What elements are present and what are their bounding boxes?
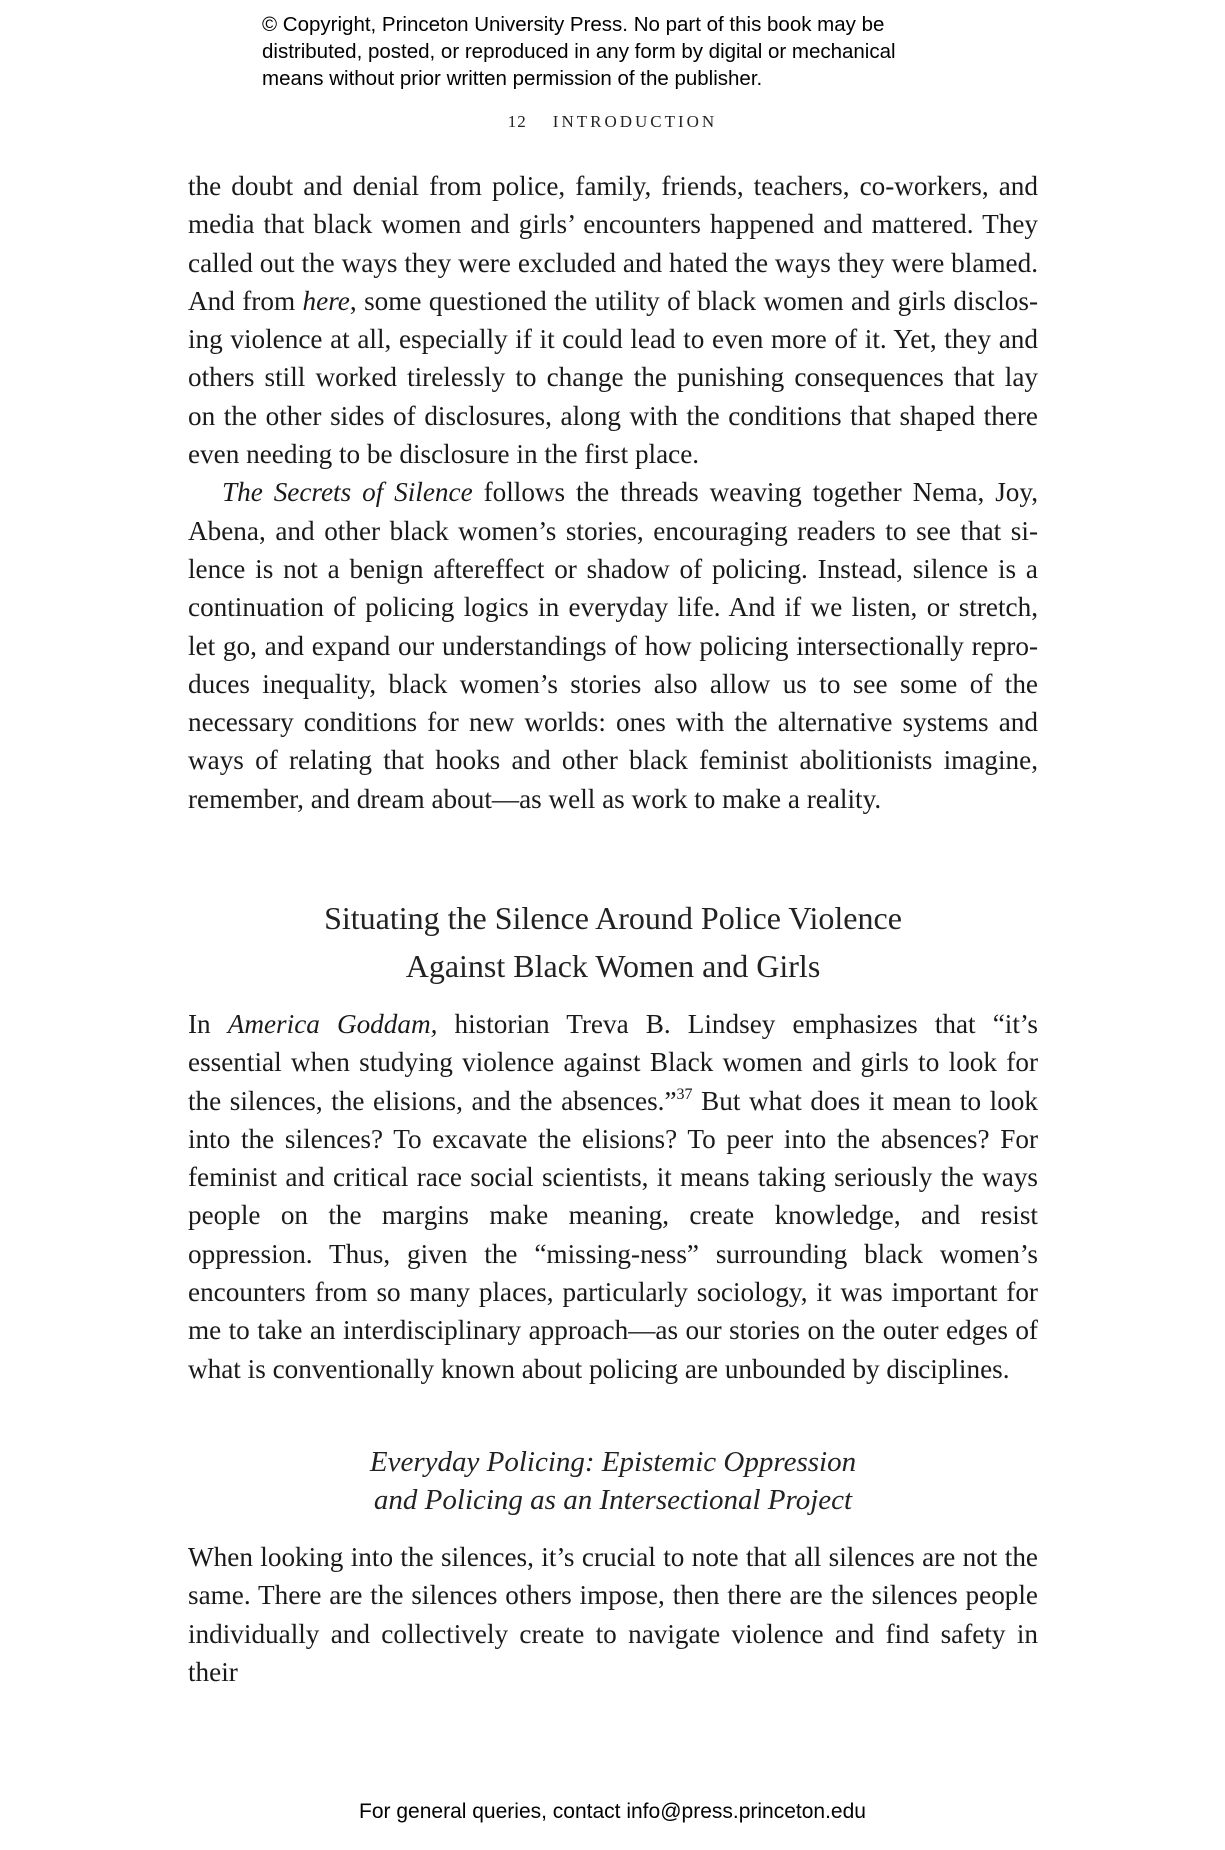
body-text-middle (188, 1005, 1038, 1388)
chapter-title: INTRODUCTION (552, 112, 718, 131)
subsection-heading (188, 1443, 1038, 1519)
running-head (0, 112, 1225, 132)
copyright-notice (262, 11, 982, 92)
copyright-line-2: distributed, posted, or reproduced in any form by digital or mechanical (262, 40, 896, 63)
section-heading-line-2: Against Black Women and Girls (405, 948, 821, 984)
section-heading-line-1: Situating the Silence Around Police Violence (324, 900, 902, 936)
footnote-marker[interactable]: 37 (676, 1085, 693, 1103)
subsection-heading-line-2: and Policing as an Intersectional Project (373, 1484, 853, 1516)
section-heading (188, 894, 1038, 990)
copyright-line-3: means without prior written permission of the publisher. (262, 67, 763, 90)
paragraph-2: The Secrets of Silence follows the threads weaving together Nema, Joy, Abena, and other black women’s stories, encouraging readers to see that silence is not a benign aftereffect or shadow of policing. Instead, silence is a continuation of policing logics in everyday life. And if we listen, or stretch, let go, and expand our understandings of how policing intersectionally reproduces inequality, black women’s stories also allow us to see some of the necessary conditions for new worlds: ones with the alternative systems and ways of relating that hooks and other black feminist abolitionists imagine, remember, and dream about—as well as work to make a reality. (188, 477, 1038, 814)
paragraph-4: When looking into the silences, it’s crucial to note that all silences are not the same. There are the silences others impose, then there are the silences people individually and collectively create to navigate violence and find safety in their (188, 1542, 1038, 1687)
paragraph-3: In America Goddam, historian Treva B. Lindsey emphasizes that “it’s essential when studying violence against Black women and girls to look for the silences, the elisions, and the absences.”$^{37}$ But what does it mean to look into the silences? To excavate the elisions? To peer into the absences? For feminist and critical race social scientists, it means taking seriously the ways people on the margins make meaning, create knowledge, and resist oppression. Thus, given the “missing-ness” surrounding black women’s encounters from so many places, particularly sociology, it was important for me to take an interdisciplinary approach—as our stories on the outer edges of what is conventionally known about policing are unbounded by disciplines. (188, 1009, 1039, 1384)
subsection-heading-line-1: Everyday Policing: Epistemic Oppression (369, 1446, 857, 1478)
cited-book-title: America Goddam, (227, 1009, 438, 1039)
emphasis-here: here (302, 285, 350, 316)
page-number: 12 (507, 112, 527, 131)
footer-contact: For general queries, contact info@press.princeton.edu (359, 1800, 866, 1823)
book-title: The Secrets of Silence (222, 477, 473, 508)
body-text-bottom (188, 1538, 1038, 1691)
body-text-top (188, 167, 1038, 818)
paragraph-1: the doubt and denial from police, family, friends, teachers, co-workers, and media that black women and girls’ encounters happened and mattered. They called out the ways they were excluded and hated the ways they were blamed. And from here, some questioned the utility of black women and girls disclosing violence at all, especially if it could lead to even more of it. Yet, they and others still worked tirelessly to change the punishing consequences that lay on the other sides of disclosures, along with the conditions that shaped there even needing to be disclosure in the first place. (188, 171, 1038, 470)
copyright-line-1: © Copyright, Princeton University Press. No part of this book may be (262, 13, 885, 36)
